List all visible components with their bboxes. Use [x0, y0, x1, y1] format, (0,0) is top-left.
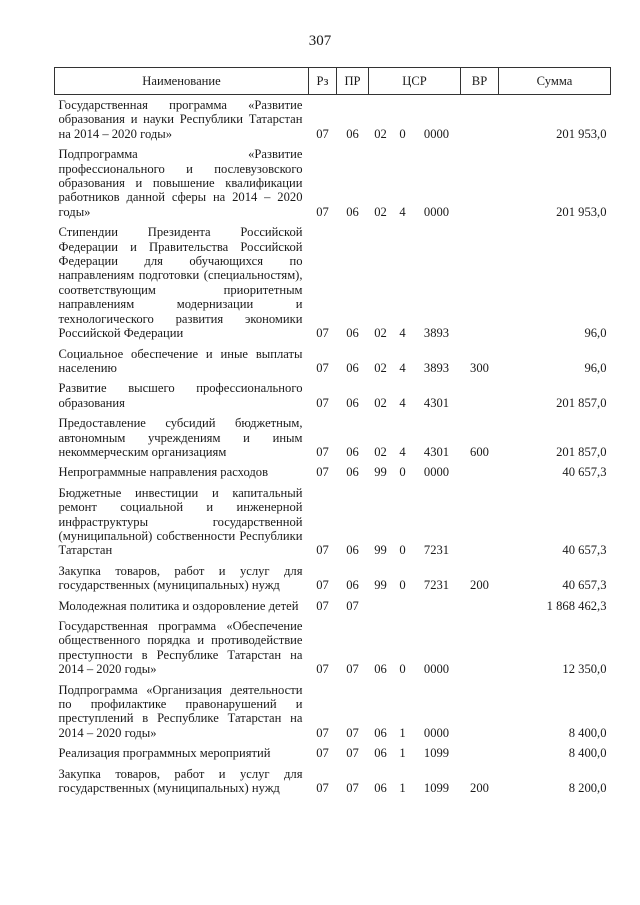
- row-vr: 300: [470, 360, 489, 375]
- row-csr-direction: 0000: [423, 126, 450, 141]
- table-row: [55, 378, 611, 413]
- row-csr-direction: 0000: [423, 662, 450, 677]
- row-csr-subprogram: 4: [399, 204, 406, 219]
- row-name: Государственная программа «Развитие образования и науки Республики Татарстан на 2014 – 2020 годы»: [58, 98, 303, 141]
- row-sum: 96,0: [584, 360, 607, 375]
- page-number: 307: [308, 33, 332, 49]
- row-rz: 07: [316, 444, 329, 459]
- row-rz: 07: [316, 204, 329, 219]
- row-vr: [461, 596, 499, 616]
- row-csr-subprogram: [393, 596, 413, 616]
- table-body: [55, 95, 611, 799]
- row-name: Закупка товаров, работ и услуг для государственных (муниципальных) нужд: [58, 766, 303, 796]
- table-row: [55, 743, 611, 763]
- header-vr: ВР: [461, 68, 499, 95]
- row-csr-subprogram: 0: [399, 126, 406, 141]
- row-rz: 07: [316, 543, 329, 558]
- table-row: [55, 561, 611, 596]
- row-csr-program: 06: [374, 725, 387, 740]
- row-csr-subprogram: 1: [399, 781, 406, 796]
- row-csr-program: 06: [374, 746, 387, 761]
- row-csr-program: 02: [374, 326, 387, 341]
- row-csr-direction: [413, 596, 461, 616]
- header-rz: Рз: [309, 68, 337, 95]
- header-csr: ЦСР: [369, 68, 461, 95]
- row-csr-direction: 7231: [423, 543, 450, 558]
- row-csr-program: 02: [374, 204, 387, 219]
- row-pr: 06: [346, 204, 359, 219]
- row-name: Развитие высшего профессионального образования: [58, 381, 303, 410]
- row-name: Молодежная политика и оздоровление детей: [58, 598, 299, 613]
- row-csr-program: 02: [374, 395, 387, 410]
- row-csr-program: [369, 596, 393, 616]
- row-csr-program: 02: [374, 360, 387, 375]
- row-pr: 06: [346, 444, 359, 459]
- table-row: [55, 616, 611, 680]
- table-row: [55, 144, 611, 222]
- budget-table: [54, 67, 611, 798]
- table-row: [55, 764, 611, 799]
- row-sum: 40 657,3: [562, 543, 607, 558]
- table-row: [55, 413, 611, 462]
- row-csr-subprogram: 1: [399, 746, 406, 761]
- row-csr-program: 99: [374, 578, 387, 593]
- table-row: [55, 483, 611, 561]
- row-name: Непрограммные направления расходов: [58, 465, 269, 480]
- row-pr: 06: [346, 326, 359, 341]
- row-sum: 8 400,0: [568, 746, 607, 761]
- row-vr: [461, 680, 499, 744]
- row-pr: 07: [346, 662, 359, 677]
- row-csr-program: 99: [374, 465, 387, 480]
- row-vr: [461, 743, 499, 763]
- header-name: Наименование: [55, 68, 309, 95]
- row-vr: [461, 462, 499, 482]
- row-csr-direction: 3893: [423, 360, 450, 375]
- row-vr: 200: [470, 578, 489, 593]
- row-csr-program: 02: [374, 444, 387, 459]
- row-csr-subprogram: 0: [399, 578, 406, 593]
- row-sum: 8 400,0: [568, 725, 607, 740]
- table-row: [55, 680, 611, 744]
- row-rz: 07: [316, 578, 329, 593]
- table-row: [55, 344, 611, 379]
- row-rz: 07: [316, 360, 329, 375]
- row-vr: 600: [470, 444, 489, 459]
- row-csr-subprogram: 4: [399, 395, 406, 410]
- table-row: [55, 462, 611, 482]
- row-name: Предоставление субсидий бюджетным, автономным учреждениям и иным некоммерческим организациям: [58, 416, 303, 459]
- row-rz: 07: [316, 725, 329, 740]
- row-csr-program: 99: [374, 543, 387, 558]
- row-csr-direction: 3893: [423, 326, 450, 341]
- row-sum: 201 857,0: [556, 395, 607, 410]
- row-pr: 06: [346, 395, 359, 410]
- row-vr: [461, 222, 499, 343]
- row-csr-direction: 0000: [423, 465, 450, 480]
- row-vr: [461, 616, 499, 680]
- row-csr-program: 06: [374, 781, 387, 796]
- row-sum: 201 953,0: [556, 204, 607, 219]
- row-csr-subprogram: 0: [399, 662, 406, 677]
- header-pr: ПР: [337, 68, 369, 95]
- row-csr-direction: 7231: [423, 578, 450, 593]
- row-vr: 200: [470, 781, 489, 796]
- row-sum: 201 953,0: [556, 126, 607, 141]
- row-csr-subprogram: 0: [399, 465, 406, 480]
- row-csr-subprogram: 4: [399, 326, 406, 341]
- row-csr-subprogram: 1: [399, 725, 406, 740]
- table-row: [55, 222, 611, 343]
- row-csr-program: 02: [374, 126, 387, 141]
- row-csr-direction: 0000: [423, 725, 450, 740]
- row-name: Закупка товаров, работ и услуг для государственных (муниципальных) нужд: [58, 563, 303, 593]
- row-sum: 96,0: [584, 326, 607, 341]
- row-rz: 07: [316, 662, 329, 677]
- row-csr-subprogram: 4: [399, 444, 406, 459]
- table-row: [55, 95, 611, 145]
- row-pr: 07: [346, 781, 359, 796]
- row-pr: 06: [346, 465, 359, 480]
- row-name: Бюджетные инвестиции и капитальный ремонт социальной и инженерной инфраструктуры государственной (муниципальной) собственности Республики Татарстан: [58, 485, 303, 558]
- row-pr: 07: [346, 598, 359, 613]
- row-pr: 06: [346, 578, 359, 593]
- header-sum: Сумма: [499, 68, 611, 95]
- row-csr-direction: 4301: [423, 444, 450, 459]
- row-pr: 07: [346, 725, 359, 740]
- row-sum: 201 857,0: [556, 444, 607, 459]
- row-rz: 07: [316, 781, 329, 796]
- row-sum: 40 657,3: [562, 465, 607, 480]
- row-pr: 07: [346, 746, 359, 761]
- row-csr-direction: 0000: [423, 204, 450, 219]
- row-csr-direction: 1099: [423, 746, 450, 761]
- row-vr: [461, 378, 499, 413]
- row-name: Подпрограмма «Организация деятельности по профилактике правонарушений и преступлений в Республике Татарстан на 2014 – 2020 годы»: [58, 682, 303, 740]
- row-rz: 07: [316, 395, 329, 410]
- row-pr: 06: [346, 543, 359, 558]
- row-name: Реализация программных мероприятий: [58, 746, 271, 761]
- row-sum: 40 657,3: [562, 578, 607, 593]
- row-csr-direction: 4301: [423, 395, 450, 410]
- row-csr-subprogram: 4: [399, 360, 406, 375]
- row-rz: 07: [316, 465, 329, 480]
- row-pr: 06: [346, 360, 359, 375]
- row-rz: 07: [316, 126, 329, 141]
- table-header: [55, 68, 611, 95]
- row-sum: 12 350,0: [562, 662, 607, 677]
- row-vr: [461, 144, 499, 222]
- row-name: Подпрограмма «Развитие профессионального и послевузовского образования и повышение квалификации работников данной сферы на 2014 – 2020 годы»: [58, 147, 303, 219]
- row-sum: 8 200,0: [568, 781, 607, 796]
- row-pr: 06: [346, 126, 359, 141]
- row-csr-subprogram: 0: [399, 543, 406, 558]
- row-csr-program: 06: [374, 662, 387, 677]
- row-rz: 07: [316, 326, 329, 341]
- row-vr: [461, 483, 499, 561]
- row-vr: [461, 95, 499, 145]
- table-row: [55, 596, 611, 616]
- row-csr-direction: 1099: [423, 781, 450, 796]
- row-rz: 07: [316, 598, 329, 613]
- row-rz: 07: [316, 746, 329, 761]
- row-sum: 1 868 462,3: [546, 598, 607, 613]
- row-name: Стипендии Президента Российской Федерации и Правительства Российской Федерации для обучающихся по направлениям подготовки (специальностям), соответствующим приоритетным направлениям модернизации и технологического развития экономики Российской Федерации: [58, 225, 303, 341]
- row-name: Государственная программа «Обеспечение общественного порядка и противодействие преступности в Республике Татарстан на 2014 – 2020 годы»: [58, 619, 303, 677]
- row-name: Социальное обеспечение и иные выплаты населению: [58, 346, 303, 375]
